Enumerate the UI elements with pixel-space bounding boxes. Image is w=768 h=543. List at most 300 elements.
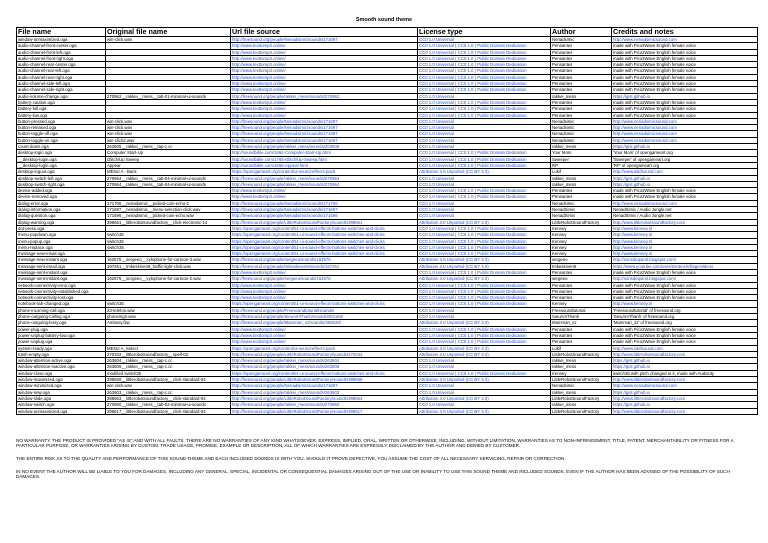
- author-cell: rakkei_mess: [551, 402, 612, 408]
- file-name-cell: audio-channel-front-center.oga: [17, 43, 106, 49]
- url-source-cell[interactable]: http://freesound.org/people/Nenadsimic/sounds/171697: [231, 137, 418, 143]
- credits-notes-cell[interactable]: https://gist.github.io: [612, 175, 758, 181]
- url-source-cell[interactable]: http://www.texttomp3.online/: [231, 49, 418, 55]
- author-cell: Nenadsimic: [551, 118, 612, 124]
- credits-notes-cell: made with Pico2Wave English female voice: [612, 106, 758, 112]
- license-type-cell: CC0 1.0 Universal ( CC0 1.0 ) Public Domain Dedication: [418, 238, 551, 244]
- file-name-cell: device-removed.oga: [17, 194, 106, 200]
- credits-notes-cell[interactable]: https://gist.github.io: [612, 402, 758, 408]
- license-type-cell: CC0 1.0 Universal ( CC0 1.0 ) Public Domain Dedication: [418, 112, 551, 118]
- author-cell: SieuAmThanh: [551, 314, 612, 320]
- credits-notes-cell[interactable]: http://www.lokifsound.com: [612, 345, 758, 351]
- license-type-cell: CC0 1.0 Universal ( CC0 1.0 ) Public Domain Dedication: [418, 162, 551, 168]
- credits-notes-cell: made with Pico2Wave English female voice: [612, 74, 758, 80]
- license-type-cell: CC0 1.0 Universal: [418, 314, 551, 320]
- credits-notes-cell[interactable]: http://sonsdequirol.blogspot.com/: [612, 276, 758, 282]
- credits-notes-cell[interactable]: http://www.nenadsimicsound.com: [612, 383, 758, 389]
- author-cell: Pensantes: [551, 188, 612, 194]
- url-source-cell[interactable]: https://opengameart.org/content/51-ui-sound-effects-buttons-switches-and-clicks: [231, 251, 418, 257]
- url-source-cell[interactable]: http://freesound.org/people/sergeeo/sounds/162575: [231, 257, 418, 263]
- author-cell: Pensantes: [551, 288, 612, 294]
- credits-notes-cell[interactable]: http://www.littlerobotsoundfactory.com: [612, 219, 758, 225]
- license-type-cell: Attribution 3.0 Unported (CC BY 3.0): [418, 351, 551, 357]
- file-name-cell: window-close.oga: [17, 370, 106, 376]
- author-cell: rakkei_mess: [551, 358, 612, 364]
- author-cell: Pensantes: [551, 339, 612, 345]
- url-source-cell[interactable]: https://opengameart.org/content/ui-sound-effects-pack: [231, 169, 418, 175]
- url-source-cell[interactable]: http://soundbible.com/1664-Computer-Start-Up.html: [231, 150, 418, 156]
- author-cell: Freesoundtutorial: [551, 307, 612, 313]
- url-source-cell[interactable]: http://www.texttomp3.online/: [231, 269, 418, 275]
- original-file-name-cell: 270960__rakkei__mess__tab-02-minimal-ui-sounds: [106, 402, 231, 408]
- file-name-cell: window-switch.oga: [17, 402, 106, 408]
- original-file-name-cell: Ambusy.flac: [106, 320, 231, 326]
- license-type-cell: CC0 1.0 Universal ( CC0 1.0 ) Public Domain Dedication: [418, 74, 551, 80]
- url-source-cell[interactable]: http://freesound.org/people/SieuAmThanh/sounds/361182/: [231, 314, 418, 320]
- url-source-cell[interactable]: http://www.texttomp3.online/: [231, 288, 418, 294]
- url-source-cell[interactable]: http://freesound.org/people/rakkei_mess/sounds/270960: [231, 402, 418, 408]
- license-type-cell: CC0 1.0 Universal ( CC0 1.0 ) Public Domain Dedication: [418, 326, 551, 332]
- url-source-cell[interactable]: http://freesound.org/people/Nenadsimic/sounds/171697: [231, 125, 418, 131]
- url-source-cell[interactable]: https://opengameart.org/content/51-ui-sound-effects-buttons-switches-and-clicks: [231, 225, 418, 231]
- license-type-cell: Attribution 3.0 Unported (CC BY 3.0): [418, 408, 551, 414]
- liability-statement: IN NO EVENT THE AUTHOR WILL BE LIABLE TO YOU FOR DAMAGES, INCLUDING ANY GENERAL, SPECIAL, INCIDENTAL OR CONSEQUENTIAL DAMAGES ARISING OUT OF THE USE OR INABILITY TO USE THIS SOUND THEME AND INCLUDED SOUNDS, EVEN IF THE AUTHOR HAS BEEN ADVISED OF THE POSSIBILITY OF SUCH DAMAGES.: [16, 469, 730, 480]
- credits-notes-cell: made with Pico2Wave English female voice: [612, 194, 758, 200]
- author-cell: Lokif: [551, 169, 612, 175]
- url-source-cell[interactable]: http://www.texttomp3.online/: [231, 62, 418, 68]
- license-type-cell: CC0 1.0 Universal ( CC0 1.0 ) Public Domain Dedication: [418, 99, 551, 105]
- author-cell: LittleRobotSoundFactory: [551, 408, 612, 414]
- original-file-name-cell: switch35: [106, 232, 231, 238]
- url-source-cell[interactable]: http://freesound.org/people/rakkei_mess/sounds/263603: [231, 389, 418, 395]
- credits-notes-cell: made with Pico2Wave English female voice: [612, 62, 758, 68]
- file-name-cell: dialog-error.oga: [17, 200, 106, 206]
- credits-notes-cell: made with Pico2Wave English female voice: [612, 269, 758, 275]
- url-source-cell[interactable]: http://freesound.org/people/Nenadsimic/sounds/171706: [231, 200, 418, 206]
- original-file-name-cell: 398663__littlerobotsoundfactory__click-standard-04: [106, 395, 231, 401]
- license-type-cell: CC0 1.0 Universal ( CC0 1.0 ) Public Domain Dedication: [418, 282, 551, 288]
- url-source-cell[interactable]: http://www.texttomp3.online/: [231, 99, 418, 105]
- author-cell: NenadSimic: [551, 207, 612, 213]
- credits-notes-cell[interactable]: http://www.nenadsimicsound.com: [612, 200, 758, 206]
- author-cell: Pensantes: [551, 55, 612, 61]
- author-cell: Nenadsimic: [551, 125, 612, 131]
- author-cell: Pensantes: [551, 62, 612, 68]
- file-name-cell: window-unmaximized.oga: [17, 37, 106, 43]
- credits-notes-cell: made with Pico2Wave English female voice: [612, 332, 758, 338]
- file-name-cell: dialog-information.oga: [17, 207, 106, 213]
- file-name-cell: menu-popup.oga: [17, 238, 106, 244]
- author-cell: LittleRobotSoundFactory: [551, 395, 612, 401]
- file-name-cell: audio-channel-front-right.oga: [17, 55, 106, 61]
- url-source-cell[interactable]: http://www.texttomp3.online/: [231, 194, 418, 200]
- original-file-name-cell: 270962__rakkei__mess__tab-01-minimal-ui-sounds: [106, 93, 231, 99]
- license-type-cell: CC0 1.0 Universal ( CC0 1.0 ) Public Domain Dedication: [418, 106, 551, 112]
- url-source-cell[interactable]: http://freesound.org/people/Freesoundtutorial/sounds/: [231, 307, 418, 313]
- original-file-name-cell: win-click.wav: [106, 125, 231, 131]
- file-name-cell: message-new-email.oga: [17, 251, 106, 257]
- original-file-name-cell: Computer Start-Up: [106, 150, 231, 156]
- author-cell: Kenney: [551, 301, 612, 307]
- author-cell: Kenney: [551, 232, 612, 238]
- url-source-cell[interactable]: http://freesound.org/people/rakkei_mess/sounds/270962: [231, 93, 418, 99]
- url-source-cell[interactable]: http://www.texttomp3.online/: [231, 74, 418, 80]
- url-source-cell[interactable]: http://freesound.org/people/Nenadsimic/sounds/171697: [231, 131, 418, 137]
- original-file-name-cell: win-click.wav: [106, 383, 231, 389]
- file-name-cell: window-unmaximized.oga: [17, 408, 106, 414]
- author-cell: Mamman_sz: [551, 320, 612, 326]
- original-file-name-cell: win-click2.wav: [106, 137, 231, 143]
- credits-notes-cell[interactable]: https://gist.github.io: [612, 364, 758, 370]
- file-name-cell: desktop-logout.oga: [17, 169, 106, 175]
- author-cell: Pensantes: [551, 332, 612, 338]
- credits-notes-cell[interactable]: http://www.kenney.nl: [612, 301, 758, 307]
- author-cell: sergeeo: [551, 257, 612, 263]
- license-type-cell: Attribution 3.0 Unported (CC BY 3.0): [418, 395, 551, 401]
- credits-notes-cell[interactable]: http://www.kenney.nl: [612, 244, 758, 250]
- file-name-cell: window-maximized.oga: [17, 377, 106, 383]
- url-source-cell[interactable]: https://opengameart.org/content/51-ui-sound-effects-buttons-switches-and-clicks: [231, 232, 418, 238]
- credits-notes-cell[interactable]: http://www.kenney.nl: [612, 232, 758, 238]
- original-file-name-cell: win-click.wav: [106, 118, 231, 124]
- url-source-cell[interactable]: http://freesound.org/people/Mamman_sz/sounds/360528/: [231, 320, 418, 326]
- file-name-cell: button-pressed.oga: [17, 118, 106, 124]
- license-type-cell: CC0 1.0 Universal: [418, 207, 551, 213]
- author-cell: Pensantes: [551, 87, 612, 93]
- url-source-cell[interactable]: https://opengameart.org/content/51-ui-sound-effects-buttons-switches-and-clicks: [231, 301, 418, 307]
- author-cell: Lokif: [551, 345, 612, 351]
- file-name-cell: __desktop-login.oga: [17, 156, 106, 162]
- file-name-cell: window-new.oga: [17, 389, 106, 395]
- license-type-cell: CC0 1.0 Universal: [418, 181, 551, 187]
- credits-notes-cell[interactable]: http://www.littlerobotsoundfactory.com: [612, 377, 758, 383]
- url-source-cell[interactable]: http://freesound.org/people/Nenadsimic/sounds/171696: [231, 213, 418, 219]
- license-type-cell: CC0 1.0 Universal ( CC0 1.0 ) Public Domain Dedication: [418, 232, 551, 238]
- credits-notes-cell[interactable]: http://www.kenney.nl: [612, 238, 758, 244]
- url-source-cell[interactable]: http://freesound.org/people/Nenadsimic/sounds/171697: [231, 207, 418, 213]
- credits-notes-cell[interactable]: http://www.lokifsound.com: [612, 169, 758, 175]
- license-type-cell: CC0 1.0 Universal ( CC0 1.0 ) Public Domain Dedication: [418, 339, 551, 345]
- file-name-cell: audio-channel-rear-right.oga: [17, 74, 106, 80]
- credits-notes-cell: made with Pico2Wave English female voice: [612, 326, 758, 332]
- url-source-cell[interactable]: http://freesound.org/people/LittleRobotSoundFactory/sounds/398617: [231, 408, 418, 414]
- original-file-name-cell: 23-telefon.wav: [106, 307, 231, 313]
- file-name-cell: menu-replace.oga: [17, 244, 106, 250]
- credits-notes-cell[interactable]: http://www.nenadsimicsound.com: [612, 131, 758, 137]
- credits-notes-cell: made with Pico2Wave English female voice: [612, 68, 758, 74]
- url-source-cell[interactable]: http://www.texttomp3.online/: [231, 87, 418, 93]
- license-type-cell: CC0 1.0 Universal ( CC0 1.0 ) Public Domain Dedication: [418, 295, 551, 301]
- license-type-cell: CC0 1.0 Universal: [418, 125, 551, 131]
- author-cell: Nenadsimic: [551, 200, 612, 206]
- license-type-cell: CC0 1.0 Universal ( CC0 1.0 ) Public Domain Dedication: [418, 370, 551, 376]
- file-name-cell: network-connectivity-error.oga: [17, 282, 106, 288]
- file-name-cell: network-connectivity-lost.oga: [17, 295, 106, 301]
- author-cell: Pensantes: [551, 112, 612, 118]
- file-name-cell: audio-channel-rear-center.oga: [17, 62, 106, 68]
- risk-statement: THE ENTIRE RISK AS TO THE QUALITY AND PERFORMANCE OF THIS SOUND THEME AND EACH INCLUDED SOUNDS IS WITH YOU. SHOULD IT PROVE DEFECTIVE, YOU ASSUME THE COST OF ALL NECESSARY SERVICING, REPAIR OR CORRECTION.: [16, 456, 566, 461]
- file-name-cell: power-unplug-battery-low.oga: [17, 332, 106, 338]
- author-cell: Pensantes: [551, 99, 612, 105]
- license-type-cell: CC0 1.0 Universal ( CC0 1.0 ) Public Domain Dedication: [418, 225, 551, 231]
- credits-notes-cell: made with Pico2Wave English female voice: [612, 295, 758, 301]
- file-name-cell: dot-press.oga: [17, 225, 106, 231]
- url-source-cell[interactable]: http://www.texttomp3.online/: [231, 295, 418, 301]
- url-source-cell[interactable]: http://freesound.org/people/rakkei_mess/sounds/263604: [231, 358, 418, 364]
- file-name-cell: menu-popdown.oga: [17, 232, 106, 238]
- file-name-cell: message-new-instant.oga: [17, 257, 106, 263]
- license-type-cell: CC0 1.0 Universal ( CC0 1.0 ) Public Domain Dedication: [418, 188, 551, 194]
- credits-notes-cell[interactable]: http://www.littlerobotsoundfactory.com: [612, 408, 758, 414]
- license-type-cell: CC0 1.0 Universal ( CC0 1.0 ) Public Domain Dedication: [418, 87, 551, 93]
- file-name-cell: button-toggle-on.oga: [17, 137, 106, 143]
- license-type-cell: CC0 1.0 Universal: [418, 200, 551, 206]
- author-cell: rakkei_mess: [551, 181, 612, 187]
- original-file-name-cell: 398659__littlerobotsoundfactory__click-standard-04: [106, 377, 231, 383]
- author-cell: LittleRobotSoundFactory: [551, 351, 612, 357]
- credits-notes-cell[interactable]: https://www.youtube.com/user/ZentinelVillage/videos: [612, 263, 758, 269]
- original-file-name-cell: 263603__rakkei__mess__tap-c.cc: [106, 389, 231, 395]
- credits-notes-cell[interactable]: http://www.nenadsimicsound.com: [612, 125, 758, 131]
- author-cell: RP: [551, 162, 612, 168]
- credits-notes-cell: 'Your Mom' of opengameart.org: [612, 150, 758, 156]
- file-name-cell: audio-channel-rear-left.oga: [17, 68, 106, 74]
- license-type-cell: CC0 1.0 Universal: [418, 137, 551, 143]
- url-source-cell[interactable]: http://soundbible.com/1765-Glitch/Up-Sweep.html: [231, 156, 418, 162]
- original-file-name-cell: switch35: [106, 301, 231, 307]
- url-source-cell[interactable]: http://freesound.org/people/rakkei_mess/sounds/270964: [231, 175, 418, 181]
- author-cell: Nenadsimic: [551, 137, 612, 143]
- author-cell: Pensantes: [551, 194, 612, 200]
- url-source-cell[interactable]: https://opengameart.org/content/51-ui-sound-effects-buttons-switches-and-clicks: [231, 244, 418, 250]
- url-source-cell[interactable]: https://opengameart.org/content/51-ui-sound-effects-buttons-switches-and-clicks: [231, 370, 418, 376]
- author-cell: Kenney: [551, 238, 612, 244]
- credits-notes-cell[interactable]: https://gist.github.io: [612, 389, 758, 395]
- original-file-name-cell: 197261__tmkeskinen9_traffic-light-click.wav: [106, 263, 231, 269]
- license-type-cell: Attribution 3.0 Unported (CC BY 3.0): [418, 377, 551, 383]
- file-name-cell: phone-outgoing-busy.oga: [17, 320, 106, 326]
- credits-notes-cell: made with Pico2Wave English female voice: [612, 339, 758, 345]
- url-source-cell[interactable]: http://soundbible.com/1666-Appear.html: [231, 162, 418, 168]
- credits-notes-cell: made with Pico2Wave English female voice: [612, 49, 758, 55]
- license-type-cell: CC0 1.0 Universal ( CC0 1.0 ) Public Domain Dedication: [418, 49, 551, 55]
- credits-notes-cell: 'Mamman_sz' of freesound.org: [612, 320, 758, 326]
- license-type-cell: Attribution 3.0 Unported (CC BY 3.0): [418, 219, 551, 225]
- url-source-cell[interactable]: http://www.texttomp3.online/: [231, 339, 418, 345]
- file-name-cell: battery-full.oga: [17, 106, 106, 112]
- header-author: Author: [551, 28, 612, 37]
- url-source-cell[interactable]: http://freesound.org/people/rakkei_mess/sounds/263605: [231, 144, 418, 150]
- header-url-file-source: Url file source: [231, 28, 418, 37]
- original-file-name-cell: win-click.wav: [106, 131, 231, 137]
- file-name-cell: battery-low.oga: [17, 112, 106, 118]
- file-name-cell: __desktop-login.oga: [17, 162, 106, 168]
- credits-notes-cell[interactable]: http://www.littlerobotsoundfactory.com: [612, 395, 758, 401]
- license-type-cell: CC0 1.0 Universal: [418, 175, 551, 181]
- original-file-name-cell: 270964__rakkei__mess__tab-04-minimal-ui-sounds: [106, 181, 231, 187]
- license-type-cell: CC0 1.0 Universal: [418, 93, 551, 99]
- credits-notes-cell: NenadSimic / Audio Jungle.net: [612, 207, 758, 213]
- credits-notes-cell: made with Pico2Wave English female voice: [612, 288, 758, 294]
- author-cell: Pensantes: [551, 326, 612, 332]
- original-file-name-cell: 162575__sergeeo__xylophone-for-cartoon-3.wav: [106, 257, 231, 263]
- header-file-name: File name: [17, 28, 106, 37]
- url-source-cell[interactable]: http://freesound.org/people/tmkeskinen9/sounds/197261: [231, 263, 418, 269]
- license-type-cell: CC0 1.0 Universal ( CC0 1.0 ) Public Domain Dedication: [418, 194, 551, 200]
- url-source-cell[interactable]: http://freesound.org/people/Nenadsimic/sounds/171697: [231, 37, 418, 43]
- url-source-cell[interactable]: http://freesound.org/people/Nenadsimic/sounds/171697: [231, 118, 418, 124]
- url-source-cell[interactable]: http://www.texttomp3.online/: [231, 81, 418, 87]
- url-source-cell[interactable]: https://opengameart.org/content/51-ui-sound-effects-buttons-switches-and-clicks: [231, 238, 418, 244]
- original-file-name-cell: 171696__nenadsimic__picked-coin-echo.wav: [106, 213, 231, 219]
- file-name-cell: audio-channel-side-left.oga: [17, 81, 106, 87]
- file-name-cell: desktop-switch-left.oga: [17, 175, 106, 181]
- license-type-cell: Attribution 3.0 Unported (CC BY 3.0): [418, 276, 551, 282]
- original-file-name-cell: MENU A - Back: [106, 169, 231, 175]
- file-name-cell: network-connectivity-established.oga: [17, 288, 106, 294]
- license-type-cell: CC0 1.0 Universal ( CC0 1.0 ) Public Domain Dedication: [418, 244, 551, 250]
- license-type-cell: CC0 1.0 Universal ( CC0 1.0 ) Public Domain Dedication: [418, 55, 551, 61]
- url-source-cell[interactable]: http://freesound.org/people/rakkei_mess/sounds/270964: [231, 181, 418, 187]
- original-file-name-cell: 263604__rakkei__mess__tap-c.cc: [106, 358, 231, 364]
- url-source-cell[interactable]: http://freesound.org/people/LittleRobotSoundFactory/sounds/398659: [231, 377, 418, 383]
- url-source-cell[interactable]: https://opengameart.org/content/ui-sound-effects-pack: [231, 345, 418, 351]
- credits-notes-cell[interactable]: http://www.nenadsimicsound.com: [612, 137, 758, 143]
- credits-notes-cell[interactable]: https://gist.github.io: [612, 93, 758, 99]
- credits-notes-cell: made with Pico2Wave English female voice: [612, 99, 758, 105]
- license-type-cell: CC0 1.0 Universal: [418, 144, 551, 150]
- author-cell: Kenney: [551, 244, 612, 250]
- original-file-name-cell: 263605__rakkei__mess__tap-c.cc: [106, 144, 231, 150]
- url-source-cell[interactable]: http://www.texttomp3.online/: [231, 326, 418, 332]
- author-cell: Your Mom: [551, 150, 612, 156]
- license-type-cell: CC0 1.0 Universal: [418, 37, 551, 43]
- original-file-name-cell: 398617__littlerobotsoundfactory__click-standard-04: [106, 408, 231, 414]
- file-name-cell: message-sent-instant.oga: [17, 276, 106, 282]
- author-cell: Pensantes: [551, 49, 612, 55]
- url-source-cell[interactable]: http://freesound.org/people/rakkei_mess/sounds/263606: [231, 364, 418, 370]
- license-type-cell: CC0 1.0 Universal ( CC0 1.0 ) Public Domain Dedication: [418, 150, 551, 156]
- original-file-name-cell: switch35: [106, 238, 231, 244]
- license-type-cell: CC0 1.0 Universal ( CC0 1.0 ) Public Domain Dedication: [418, 332, 551, 338]
- file-name-cell: audio-volume-change.oga: [17, 93, 106, 99]
- author-cell: Pensantes: [551, 269, 612, 275]
- credits-notes-cell[interactable]: http://www.littlerobotsoundfactory.com: [612, 351, 758, 357]
- original-file-name-cell: modified switch35: [106, 370, 231, 376]
- url-source-cell[interactable]: http://www.texttomp3.online/: [231, 188, 418, 194]
- author-cell: LittleRobotSoundFactory: [551, 219, 612, 225]
- url-source-cell[interactable]: http://freesound.org/people/LittleRobotSoundFactory/sounds/398661: [231, 219, 418, 225]
- file-name-cell: window-minimized.oga: [17, 383, 106, 389]
- file-name-cell: battery-caution.oga: [17, 99, 106, 105]
- license-type-cell: CC0 1.0 Universal: [418, 307, 551, 313]
- credits-notes-cell: made with Pico2Wave English female voice: [612, 282, 758, 288]
- author-cell: Nenadsimic: [551, 37, 612, 43]
- author-cell: Pensantes: [551, 106, 612, 112]
- credits-notes-cell[interactable]: http://sonsdequirol.blogspot.com/: [612, 257, 758, 263]
- original-file-name-cell: 171697__nenadsimic__menu-selection-click.wav: [106, 207, 231, 213]
- url-source-cell[interactable]: http://freesound.org/people/LittleRobotSoundFactory/sounds/398663: [231, 395, 418, 401]
- author-cell: tmkeskinen9: [551, 263, 612, 269]
- license-type-cell: CC0 1.0 Universal: [418, 213, 551, 219]
- url-source-cell[interactable]: http://www.texttomp3.online/: [231, 106, 418, 112]
- url-source-cell[interactable]: http://www.texttomp3.online/: [231, 55, 418, 61]
- credits-notes-cell: made with Pico2Wave English female voice: [612, 87, 758, 93]
- file-name-cell: phone-incoming-call.oga: [17, 307, 106, 313]
- original-file-name-cell: 171706__nenadsimic__picked-coin-echo-2: [106, 200, 231, 206]
- credits-notes-cell: made with Pico2Wave English female voice: [612, 81, 758, 87]
- credits-notes-cell[interactable]: http://www.nenadsimicsound.com: [612, 37, 758, 43]
- license-type-cell: Attribution 3.0 Unported (CC BY 3.0): [418, 320, 551, 326]
- credits-notes-cell: NenadSimic / Audio Jungle.net: [612, 213, 758, 219]
- url-source-cell[interactable]: http://www.texttomp3.online/: [231, 332, 418, 338]
- license-type-cell: CC0 1.0 Universal ( CC0 1.0 ) Public Domain Dedication: [418, 68, 551, 74]
- file-name-cell: phone-outgoing-calling.oga: [17, 314, 106, 320]
- file-name-cell: message-sent-email.oga: [17, 263, 106, 269]
- license-type-cell: CC0 1.0 Universal: [418, 358, 551, 364]
- author-cell: rakkei_mess: [551, 364, 612, 370]
- file-name-cell: audio-channel-side-right.oga: [17, 87, 106, 93]
- file-name-cell: count-down.oga: [17, 144, 106, 150]
- credits-notes-cell: made with Pico2Wave English female voice: [612, 55, 758, 61]
- url-source-cell[interactable]: http://freesound.org/people/LittleRobotSoundFactory/sounds/270332: [231, 351, 418, 357]
- license-type-cell: CC0 1.0 Universal ( CC0 1.0 ) Public Domain Dedication: [418, 269, 551, 275]
- author-cell: Pensantes: [551, 74, 612, 80]
- license-type-cell: CC0 1.0 Universal ( CC0 1.0 ) Public Domain Dedication: [418, 156, 551, 162]
- credits-notes-cell: 'Freesoundtutorial' of freesound.org: [612, 307, 758, 313]
- credits-notes-cell: made with Pico2Wave English female voice: [612, 43, 758, 49]
- file-name-cell: window-attention-active.oga: [17, 358, 106, 364]
- url-source-cell[interactable]: http://www.texttomp3.online/: [231, 282, 418, 288]
- license-type-cell: CC0 1.0 Universal: [418, 118, 551, 124]
- license-type-cell: CC0 1.0 Universal: [418, 131, 551, 137]
- author-cell: Nenadsimic: [551, 131, 612, 137]
- url-source-cell[interactable]: http://freesound.org/people/sergeeo/sounds/162576: [231, 276, 418, 282]
- license-type-cell: CC0 1.0 Universal: [418, 383, 551, 389]
- license-type-cell: CC0 1.0 Universal: [418, 364, 551, 370]
- url-source-cell[interactable]: http://www.texttomp3.online/: [231, 68, 418, 74]
- original-file-name-cell: switch35: [106, 244, 231, 250]
- author-cell: Kenney: [551, 225, 612, 231]
- author-cell: rakkei_mess: [551, 93, 612, 99]
- table-header-row: [17, 28, 758, 37]
- url-source-cell[interactable]: http://freesound.org/people/Nenadsimic/sounds/171697: [231, 383, 418, 389]
- original-file-name-cell: 398661__littlerobotsoundfactory__click-electronic-14: [106, 219, 231, 225]
- credits-notes-cell[interactable]: http://www.kenney.nl: [612, 225, 758, 231]
- file-name-cell: notebook-tab-changed.oga: [17, 301, 106, 307]
- author-cell: Nenadsimic: [551, 383, 612, 389]
- file-name-cell: dialog-warning.oga: [17, 219, 106, 225]
- credits-notes-cell[interactable]: https://gist.github.io: [612, 181, 758, 187]
- license-type-cell: Attribution 3.0 Unported (CC BY 3.0): [418, 257, 551, 263]
- author-cell: Pensantes: [551, 68, 612, 74]
- file-name-cell: power-unplug.oga: [17, 339, 106, 345]
- original-file-name-cell: 162576__sergeeo__xylophone-for-cartoon-2.wav: [106, 276, 231, 282]
- credits-notes-cell[interactable]: https://gist.github.io: [612, 144, 758, 150]
- credits-notes-cell: 'Sweeper' of opengameart.org: [612, 156, 758, 162]
- author-cell: NenadSimic: [551, 213, 612, 219]
- author-cell: LittleRobotSoundFactory: [551, 377, 612, 383]
- credits-notes-cell[interactable]: https://gist.github.io: [612, 358, 758, 364]
- url-source-cell[interactable]: http://www.texttomp3.online/: [231, 112, 418, 118]
- credits-notes-cell[interactable]: http://www.nenadsimicsound.com: [612, 118, 758, 124]
- author-cell: Pensantes: [551, 282, 612, 288]
- original-file-name-cell: Glitch/Up Sweep: [106, 156, 231, 162]
- credits-notes-cell[interactable]: http://www.kenney.nl: [612, 251, 758, 257]
- url-source-cell[interactable]: http://www.texttomp3.online/: [231, 43, 418, 49]
- file-name-cell: message-sent-instant.oga: [17, 269, 106, 275]
- author-cell: rakkei_mess: [551, 175, 612, 181]
